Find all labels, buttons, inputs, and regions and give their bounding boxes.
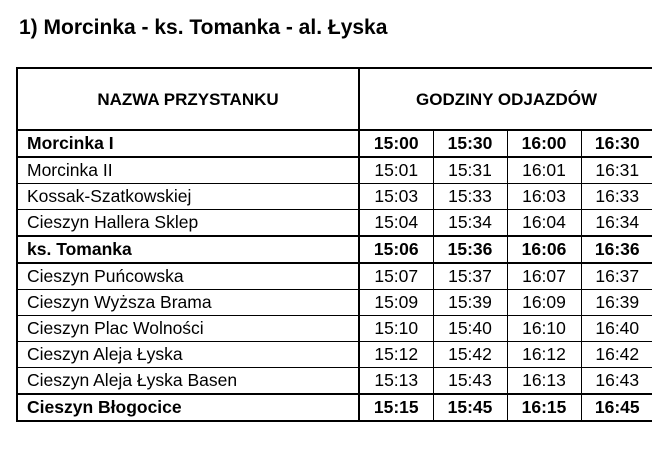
- departure-time-cell: 16:03: [507, 184, 581, 210]
- departure-time-cell: 16:06: [507, 236, 581, 263]
- stop-name-cell: Cieszyn Puńcowska: [17, 263, 359, 290]
- table-row: [17, 184, 652, 210]
- table-row: [17, 290, 652, 316]
- departure-time-cell: 15:00: [359, 130, 433, 157]
- departure-time-cell: 16:43: [581, 368, 652, 395]
- departure-time-cell: 16:07: [507, 263, 581, 290]
- departure-time-cell: 16:12: [507, 342, 581, 368]
- departure-time-cell: 15:09: [359, 290, 433, 316]
- departure-time-cell: 16:34: [581, 210, 652, 237]
- departure-time-cell: 16:30: [581, 130, 652, 157]
- table-row: [17, 210, 652, 237]
- departure-time-cell: 16:00: [507, 130, 581, 157]
- stop-name-cell: Cieszyn Aleja Łyska: [17, 342, 359, 368]
- departure-time-cell: 16:42: [581, 342, 652, 368]
- departure-time-cell: 16:39: [581, 290, 652, 316]
- stop-name-header: NAZWA PRZYSTANKU: [17, 68, 359, 130]
- departure-time-cell: 16:45: [594, 396, 640, 417]
- departure-time-cell: 16:37: [581, 263, 652, 290]
- departure-time-cell: 16:31: [581, 157, 652, 184]
- departure-time-cell: 15:04: [359, 210, 433, 237]
- departure-time-cell: 15:30: [433, 130, 507, 157]
- table-row: [17, 130, 652, 157]
- departure-time-cell: 16:36: [581, 236, 652, 263]
- departure-time-cell: 15:33: [433, 184, 507, 210]
- departure-time-cell: 15:15: [359, 394, 433, 421]
- header-row: [17, 68, 652, 130]
- departure-time-cell: 16:15: [507, 394, 581, 421]
- departure-time-cell: 15:10: [359, 316, 433, 342]
- departure-time-cell: 16:33: [581, 184, 652, 210]
- departure-time-cell: 15:12: [359, 342, 433, 368]
- departure-time-cell: 15:01: [359, 157, 433, 184]
- departure-time-cell: 16:04: [507, 210, 581, 237]
- table-row: [17, 263, 652, 290]
- departure-time-cell: 15:13: [359, 368, 433, 395]
- stop-name-cell: Morcinka II: [17, 157, 359, 184]
- departure-time-cell: 15:31: [433, 157, 507, 184]
- departure-time-cell: 15:03: [359, 184, 433, 210]
- table-row: [17, 342, 652, 368]
- route-title: 1) Morcinka - ks. Tomanka - al. Łyska: [19, 16, 388, 39]
- stop-name-cell: Kossak-Szatkowskiej: [17, 184, 359, 210]
- table-row: [17, 368, 652, 395]
- table-row: [17, 394, 652, 421]
- departure-time-cell: 15:39: [433, 290, 507, 316]
- departure-time-cell: 16:10: [507, 316, 581, 342]
- timetable: [16, 67, 652, 422]
- departure-time-cell: 16:01: [507, 157, 581, 184]
- table-row: [17, 157, 652, 184]
- departure-time-cell: 16:40: [581, 316, 652, 342]
- departure-time-cell: 15:37: [433, 263, 507, 290]
- stop-name-cell: ks. Tomanka: [17, 236, 359, 263]
- departure-time-cell: 16:09: [507, 290, 581, 316]
- stop-name-cell: Cieszyn Błogocice: [17, 394, 359, 421]
- stop-name-cell: Morcinka I: [17, 130, 359, 157]
- timetable-body: [17, 130, 652, 421]
- departure-time-cell: 15:07: [359, 263, 433, 290]
- table-row: [17, 236, 652, 263]
- departure-time-cell: 15:43: [433, 368, 507, 395]
- departure-time-cell: 16:13: [507, 368, 581, 395]
- stop-name-cell: Cieszyn Plac Wolności: [17, 316, 359, 342]
- departure-time-cell: 15:40: [433, 316, 507, 342]
- departure-time-cell: 15:45: [433, 394, 507, 421]
- stop-name-cell: Cieszyn Hallera Sklep: [17, 210, 359, 237]
- departure-time-cell: 15:06: [359, 236, 433, 263]
- stop-name-cell: Cieszyn Aleja Łyska Basen: [17, 368, 359, 395]
- departure-time-cell: 15:34: [433, 210, 507, 237]
- departure-time-cell: 15:36: [433, 236, 507, 263]
- departure-time-cell: 15:42: [433, 342, 507, 368]
- stop-name-cell: Cieszyn Wyższa Brama: [17, 290, 359, 316]
- table-row: [17, 316, 652, 342]
- departure-times-header: GODZINY ODJAZDÓW: [359, 68, 652, 130]
